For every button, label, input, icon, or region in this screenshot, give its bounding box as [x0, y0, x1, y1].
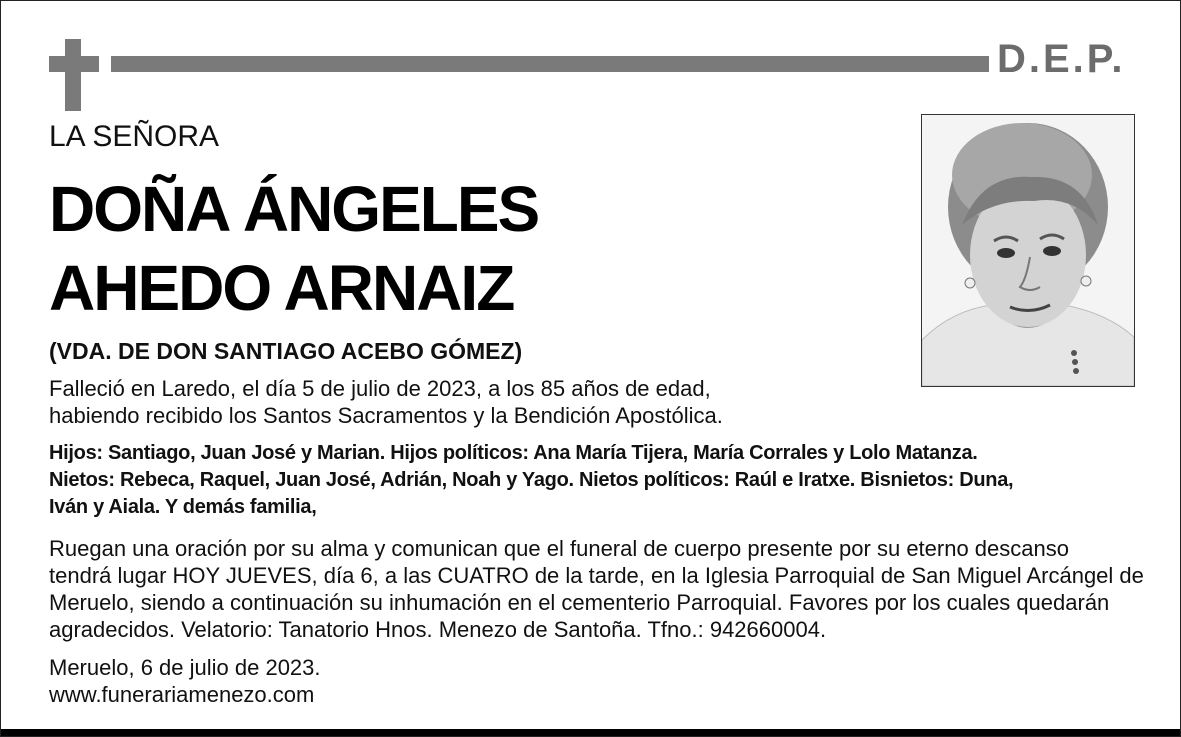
cross-icon-arm: [49, 56, 99, 72]
deceased-name-line-2: AHEDO ARNAIZ: [49, 252, 514, 324]
portrait-photo: [921, 114, 1135, 387]
family-line-3: Iván y Aiala. Y demás familia,: [49, 496, 317, 518]
death-statement-line-2: habiendo recibido los Santos Sacramentos y la Bendición Apostólica.: [49, 403, 723, 428]
header-rule: [111, 56, 989, 72]
website-link[interactable]: www.funerariamenezo.com: [49, 682, 315, 707]
place-date: Meruelo, 6 de julio de 2023.: [49, 655, 321, 680]
bottom-rule: [1, 729, 1180, 736]
death-statement-line-1: Falleció en Laredo, el día 5 de julio de 2023, a los 85 años de edad,: [49, 376, 711, 401]
portrait-illustration: [922, 115, 1134, 386]
cross-icon: [65, 39, 81, 111]
salutation: LA SEÑORA: [49, 120, 220, 153]
funeral-details-line-1: Ruegan una oración por su alma y comunican que el funeral de cuerpo presente por su eterno descanso: [49, 536, 1069, 561]
deceased-name-line-1: DOÑA ÁNGELES: [49, 173, 539, 245]
dep-label: D.E.P.: [997, 37, 1126, 81]
widow-of: (VDA. DE DON SANTIAGO ACEBO GÓMEZ): [49, 338, 523, 364]
funeral-details-line-4: agradecidos. Velatorio: Tanatorio Hnos. Menezo de Santoña. Tfno.: 942660004.: [49, 617, 827, 642]
funeral-details-line-2: tendrá lugar HOY JUEVES, día 6, a las CUATRO de la tarde, en la Iglesia Parroquial de San Miguel Arcángel de: [49, 563, 1144, 588]
family-line-2: Nietos: Rebeca, Raquel, Juan José, Adrián, Noah y Yago. Nietos políticos: Raúl e Iratxe. Bisnietos: Duna,: [49, 469, 1014, 491]
funeral-details-line-3: Meruelo, siendo a continuación su inhumación en el cementerio Parroquial. Favores por los cuales quedarán: [49, 590, 1110, 615]
family-line-1: Hijos: Santiago, Juan José y Marian. Hijos políticos: Ana María Tijera, María Corrales y Lolo Matanza.: [49, 442, 978, 464]
